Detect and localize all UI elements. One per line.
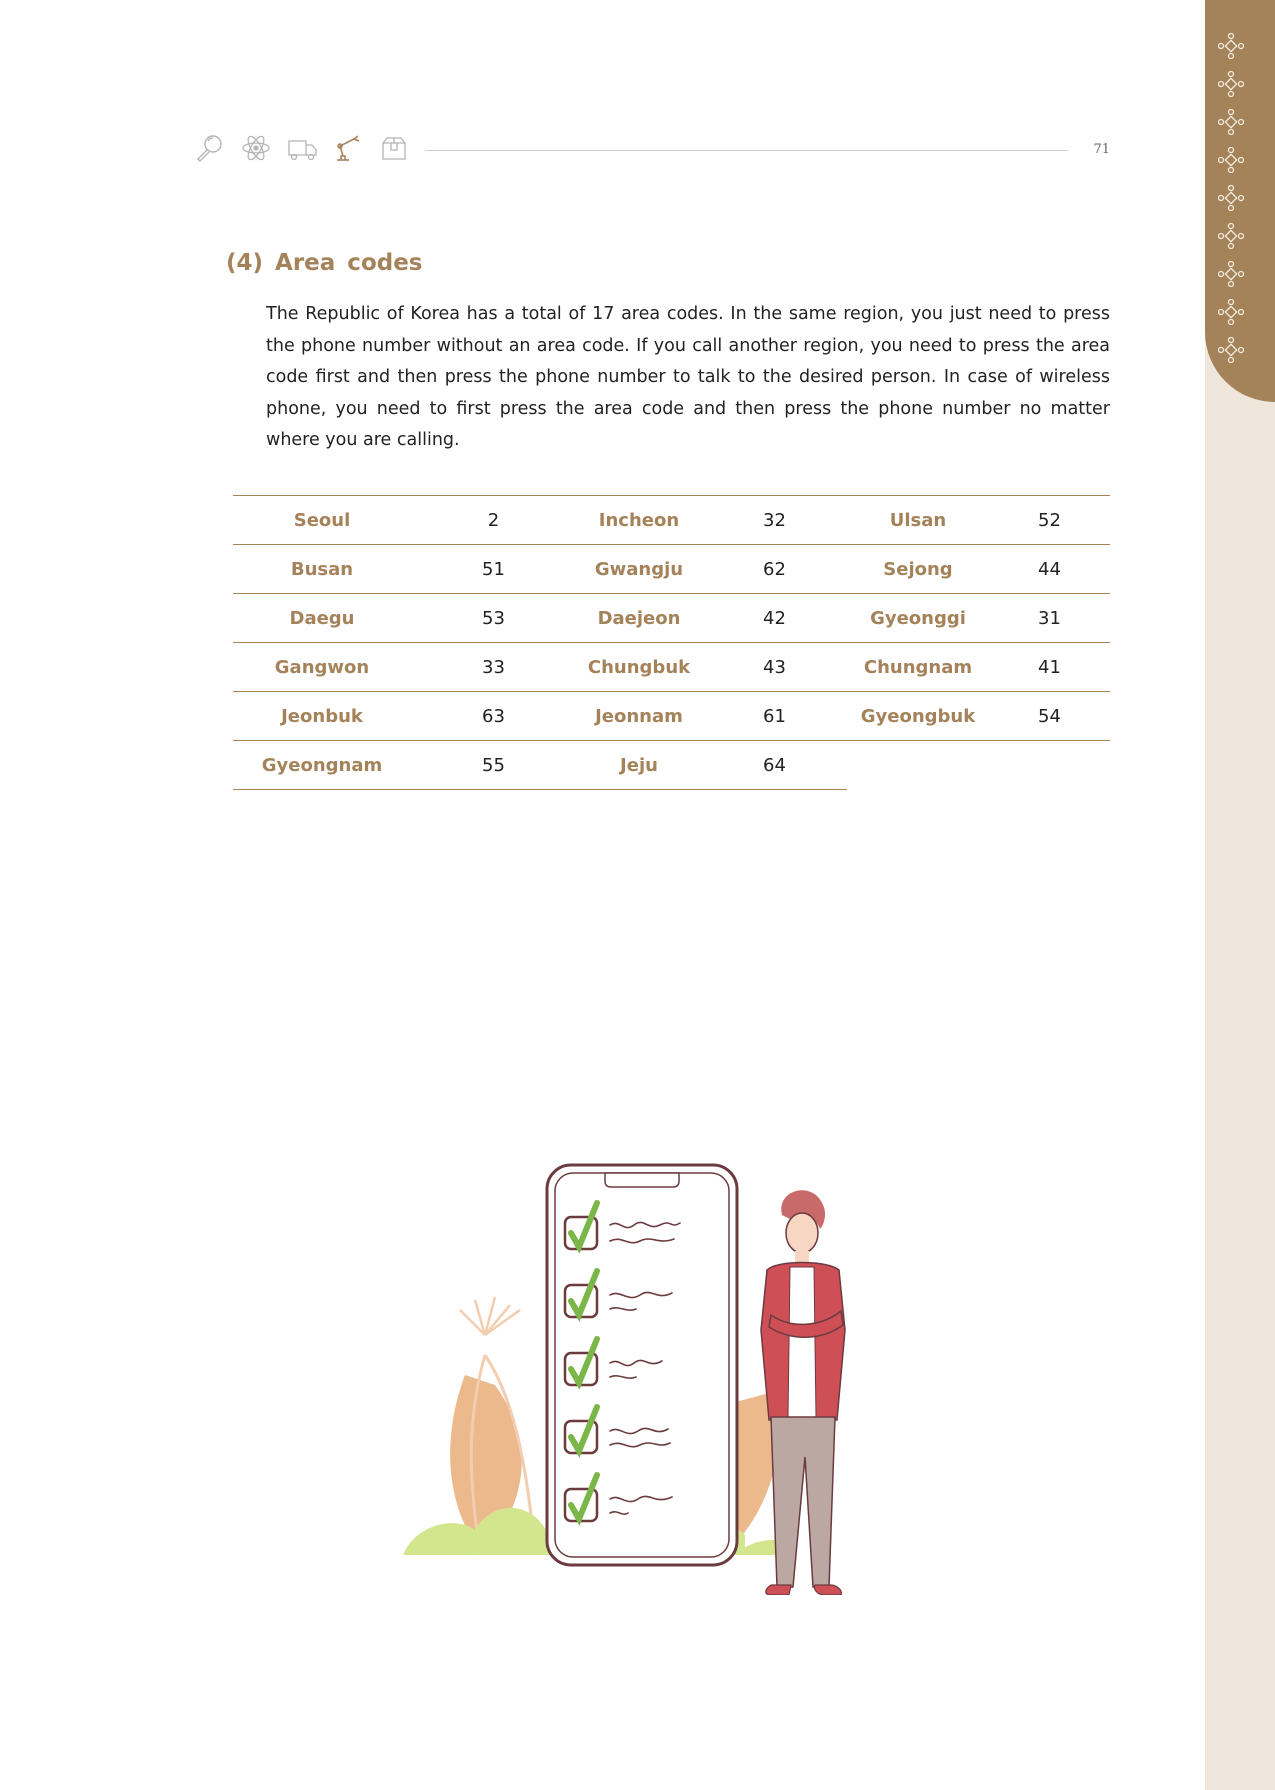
area-code: 44 xyxy=(989,545,1110,594)
area-code: 32 xyxy=(702,496,847,545)
region-name: Daejeon xyxy=(576,594,702,643)
box-icon xyxy=(378,133,410,163)
region-name: Gangwon xyxy=(233,643,411,692)
region-name: Busan xyxy=(233,545,411,594)
table-row xyxy=(233,741,1110,790)
header-rule xyxy=(425,150,1068,151)
table-row xyxy=(233,692,1110,741)
person-figure xyxy=(761,1190,845,1595)
region-name: Gyeongbuk xyxy=(847,692,989,741)
table-row xyxy=(233,545,1110,594)
ornament-icon xyxy=(1218,337,1244,363)
area-code: 63 xyxy=(411,692,576,741)
region-name: Seoul xyxy=(233,496,411,545)
header-icons xyxy=(194,133,410,163)
neck xyxy=(795,1251,809,1263)
area-code: 54 xyxy=(989,692,1110,741)
area-code: 41 xyxy=(989,643,1110,692)
magnifier-icon xyxy=(194,133,226,163)
atom-icon xyxy=(240,133,272,163)
ornament-icon xyxy=(1218,299,1244,325)
ornament-icon xyxy=(1218,185,1244,211)
area-code: 62 xyxy=(702,545,847,594)
page-number: 71 xyxy=(1093,142,1110,157)
area-code: 2 xyxy=(411,496,576,545)
area-code: 52 xyxy=(989,496,1110,545)
table-row xyxy=(233,643,1110,692)
flower-top xyxy=(460,1297,520,1335)
shoes xyxy=(766,1585,842,1595)
shirt xyxy=(788,1267,816,1417)
area-code: 53 xyxy=(411,594,576,643)
ornament-icon xyxy=(1218,223,1244,249)
area-code: 43 xyxy=(702,643,847,692)
phone-body xyxy=(547,1165,737,1565)
area-code: 61 xyxy=(702,692,847,741)
area-code-table xyxy=(233,495,1110,790)
region-name: Ulsan xyxy=(847,496,989,545)
ornament-icon xyxy=(1218,261,1244,287)
area-code: 64 xyxy=(702,741,847,790)
region-name: Jeonbuk xyxy=(233,692,411,741)
region-name: Daegu xyxy=(233,594,411,643)
intro-paragraph: The Republic of Korea has a total of 17 area codes. In the same region, you just need to press the phone number without an area code. If you call another region, you need to press the area code first and then press the phone number to talk to the desired person. In case of wireless phone, you need to first press the area code and then press the phone number no matter where you are calling. xyxy=(266,304,1110,451)
region-name: Gyeonggi xyxy=(847,594,989,643)
region-name: Jeonnam xyxy=(576,692,702,741)
ornament-icon xyxy=(1218,33,1244,59)
area-code: 33 xyxy=(411,643,576,692)
region-name: Chungnam xyxy=(847,643,989,692)
region-name: Chungbuk xyxy=(576,643,702,692)
robot-arm-icon xyxy=(332,133,364,163)
area-code: 55 xyxy=(411,741,576,790)
region-name: Gyeongnam xyxy=(233,741,411,790)
region-name: Gwangju xyxy=(576,545,702,594)
section-title: (4) Area codes xyxy=(226,250,423,276)
phone-notch xyxy=(605,1173,679,1187)
table-row xyxy=(233,496,1110,545)
area-code: 42 xyxy=(702,594,847,643)
empty-cell xyxy=(847,741,1110,790)
ornament-icon xyxy=(1218,147,1244,173)
pants xyxy=(771,1417,835,1587)
region-name: Incheon xyxy=(576,496,702,545)
ornament-icon xyxy=(1218,109,1244,135)
truck-icon xyxy=(286,133,318,163)
ornament-icon xyxy=(1218,71,1244,97)
region-name: Jeju xyxy=(576,741,702,790)
table-row xyxy=(233,594,1110,643)
region-name: Sejong xyxy=(847,545,989,594)
area-code: 31 xyxy=(989,594,1110,643)
area-code: 51 xyxy=(411,545,576,594)
phone-checklist-illustration xyxy=(395,1155,905,1595)
face xyxy=(786,1213,818,1253)
